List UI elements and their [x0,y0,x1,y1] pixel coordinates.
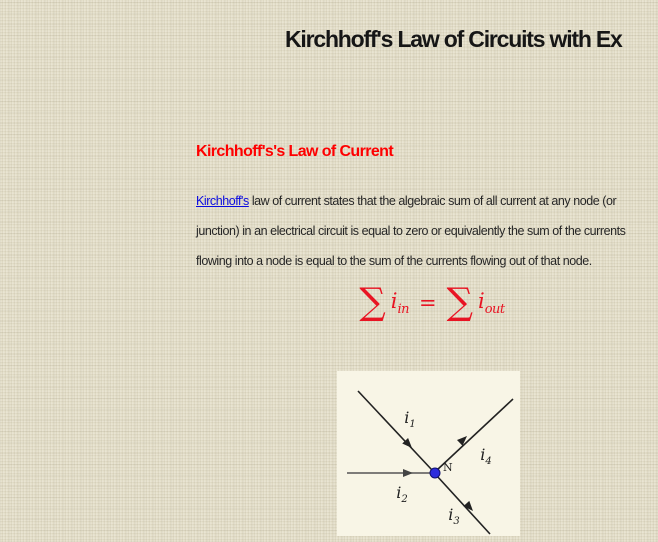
paragraph-line-1 [196,186,625,216]
equals-sign: = [418,291,437,315]
i1-line [358,391,432,470]
paragraph-line-1-text: law of current states that the algebraic sum of all current at any node (or [248,194,617,208]
i4-line [437,399,513,470]
i3-line [437,476,490,534]
node-dot [430,468,440,478]
page-title: Kirchhoff's Law of Circuits with Ex [285,26,622,52]
current-out-term [478,289,505,317]
current-in-subscript: in [397,302,409,318]
kirchhoffs-link[interactable]: Kirchhoff's [196,194,249,208]
current-in-term [391,289,409,317]
intro-paragraph [196,186,625,276]
i2-arrowhead [403,469,413,477]
node-label: N [443,461,453,474]
section-heading: Kirchhoff's's Law of Current [196,143,394,160]
current-in-var: i [390,288,398,313]
i2-label: $i_2$ [396,483,408,505]
paragraph-line-2: junction) in an electrical circuit is equal to zero or equivalently the sum of the currents [196,224,626,238]
node-diagram-canvas [337,371,520,536]
i4-label: $i_4$ [480,445,492,467]
current-out-subscript: out [484,302,505,318]
i3-label: $i_3$ [448,505,460,527]
kcl-equation [196,281,658,325]
summation-symbol-in: ∑ [359,279,386,323]
current-node-diagram [337,371,520,536]
summation-symbol-out: ∑ [446,279,474,323]
i1-label: $i_1$ [404,408,416,430]
i4-arrowhead [457,433,470,446]
current-out-var: i [478,288,485,313]
paragraph-line-3: flowing into a node is equal to the sum of the currents flowing out of that node. [196,254,592,268]
